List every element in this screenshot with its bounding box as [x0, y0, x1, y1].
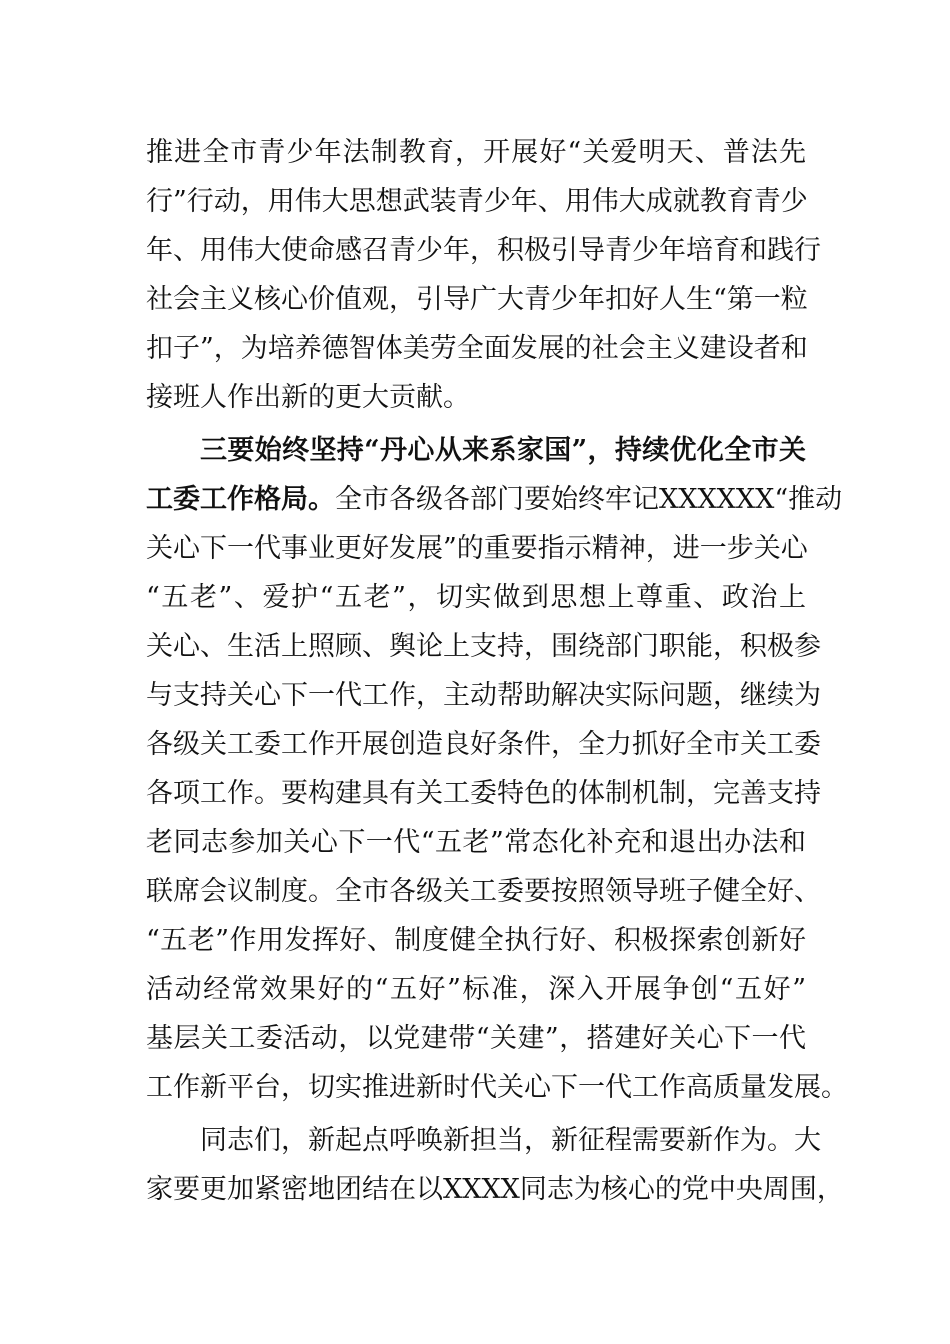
text-line: “五老”、爱护“五老”，切实做到思想上尊重、政治上	[146, 582, 806, 613]
text-line: 行”行动，用伟大思想武装青少年、用伟大成就教育青少	[146, 186, 808, 217]
text-line	[146, 475, 843, 525]
section-heading-tail: 工委工作格局。	[146, 484, 335, 515]
text-line: 关心下一代事业更好发展”的重要指示精神，进一步关心	[146, 533, 808, 564]
text-line: 基层关工委活动，以党建带“关建”，搭建好关心下一代	[146, 1023, 806, 1054]
section-heading-line: 三要始终坚持“丹心从来系家国”，持续优化全市关	[200, 435, 806, 466]
text-line: 各级关工委工作开展创造良好条件，全力抓好全市关工委	[146, 729, 821, 760]
text-line: 同志们，新起点呼唤新担当，新征程需要新作为。大	[200, 1125, 821, 1156]
text-line: 联席会议制度。全市各级关工委要按照领导班子健全好、	[146, 876, 821, 907]
text-line: 活动经常效果好的“五好”标准，深入开展争创“五好”	[146, 974, 806, 1005]
text-line: 工作新平台，切实推进新时代关心下一代工作高质量发展。	[146, 1072, 848, 1103]
text-line: 家要更加紧密地团结在以XXXX同志为核心的党中央周围，	[146, 1174, 844, 1205]
text-segment: 全市各级各部门要始终牢记XXXXXX“推动	[335, 484, 843, 515]
text-line: 老同志参加关心下一代“五老”常态化补充和退出办法和	[146, 827, 806, 858]
text-line: 关心、生活上照顾、舆论上支持，围绕部门职能，积极参	[146, 631, 821, 662]
text-line: 接班人作出新的更大贡献。	[146, 382, 470, 413]
text-line: 扣子”，为培养德智体美劳全面发展的社会主义建设者和	[146, 333, 808, 364]
text-line: 推进全市青少年法制教育，开展好“关爱明天、普法先	[146, 137, 806, 168]
text-line: 与支持关心下一代工作，主动帮助解决实际问题，继续为	[146, 680, 821, 711]
text-line: 年、用伟大使命感召青少年，积极引导青少年培育和践行	[146, 235, 821, 266]
text-line: 各项工作。要构建具有关工委特色的体制机制，完善支持	[146, 778, 821, 809]
text-line: 社会主义核心价值观，引导广大青少年扣好人生“第一粒	[146, 284, 808, 315]
text-line: “五老”作用发挥好、制度健全执行好、积极探索创新好	[146, 925, 806, 956]
